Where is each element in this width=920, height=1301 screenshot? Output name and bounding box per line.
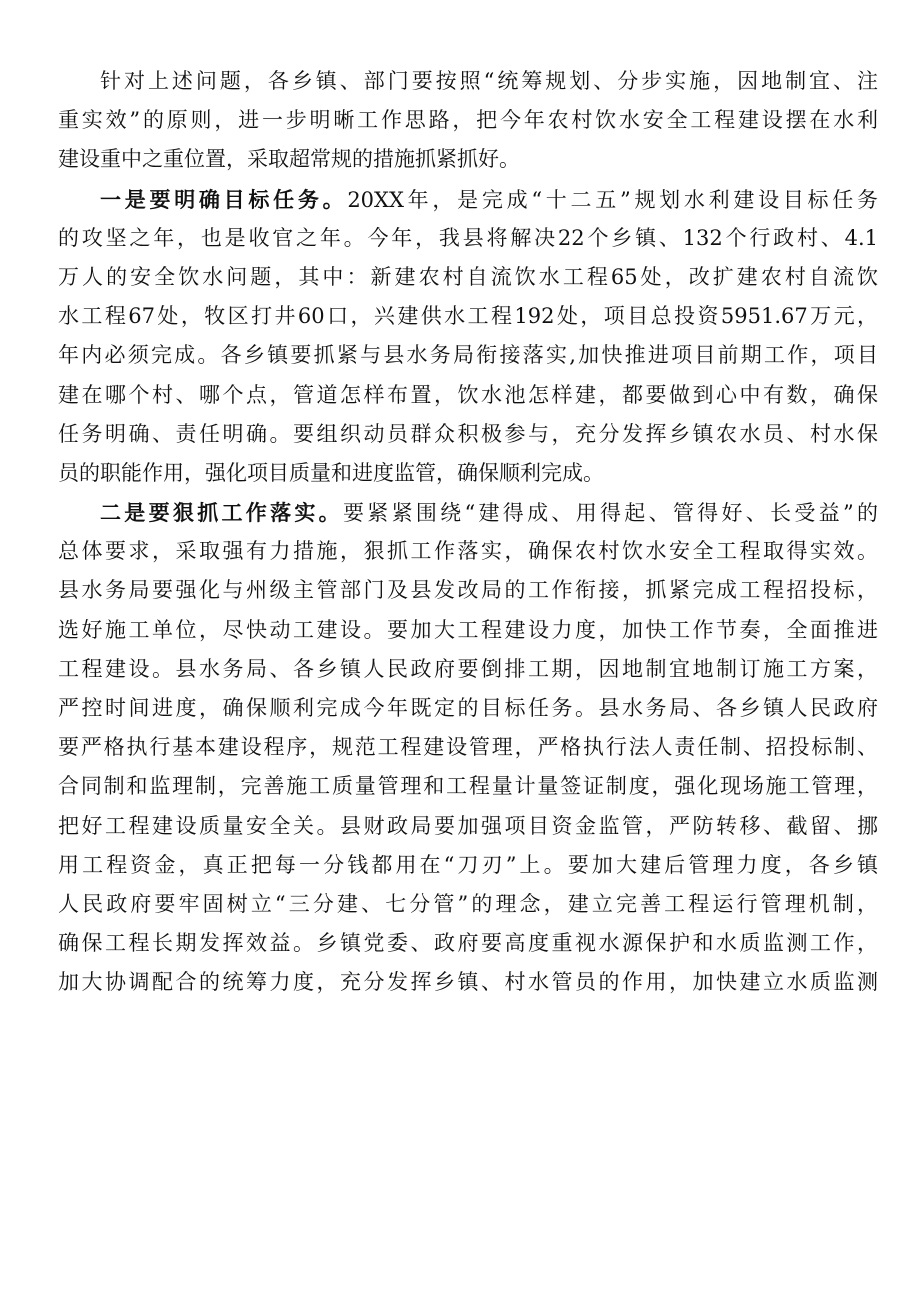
line-text: 总体要求，采取强有力措施，狠抓工作落实，确保农村饮水安全工程取得实效。 bbox=[58, 539, 878, 564]
text-line bbox=[58, 297, 878, 336]
paragraph-implementation bbox=[58, 493, 878, 1002]
text-line bbox=[58, 728, 878, 767]
text-line bbox=[58, 885, 878, 924]
text-line bbox=[58, 454, 878, 493]
text-line bbox=[58, 415, 878, 454]
text-line bbox=[58, 376, 878, 415]
line-text: 确保工程长期发挥效益。乡镇党委、政府要高度重视水源保护和水质监测工作， bbox=[58, 931, 878, 956]
line-text: 把好工程建设质量安全关。县财政局要加强项目资金监管，严防转移、截留、挪 bbox=[58, 813, 878, 838]
text-line bbox=[58, 767, 878, 806]
line-text: 要严格执行基本建设程序，规范工程建设管理，严格执行法人责任制、招投标制、 bbox=[58, 735, 878, 760]
text-line bbox=[58, 258, 878, 297]
text-line bbox=[58, 180, 878, 219]
paragraph-intro bbox=[58, 62, 878, 180]
line-text: 员的职能作用，强化项目质量和进度监管，确保顺利完成。 bbox=[58, 460, 604, 485]
paragraph-lead-heading: 一是要明确目标任务。 bbox=[100, 186, 348, 212]
line-text: 用工程资金，真正把每一分钱都用在“刀刃”上。要加大建后管理力度，各乡镇 bbox=[58, 852, 878, 877]
text-line bbox=[58, 140, 878, 179]
line-text: 的攻坚之年，也是收官之年。今年，我县将解决22个乡镇、132个行政村、4.1 bbox=[58, 225, 878, 250]
text-line bbox=[58, 532, 878, 571]
line-text: 工程建设。县水务局、各乡镇人民政府要倒排工期，因地制宜地制订施工方案， bbox=[58, 656, 878, 681]
text-line bbox=[58, 493, 878, 532]
text-line bbox=[58, 571, 878, 610]
line-text: 建设重中之重位置，采取超常规的措施抓紧抓好。 bbox=[58, 147, 520, 172]
text-line bbox=[58, 807, 878, 846]
line-text: 20XX年，是完成“十二五”规划水利建设目标任务 bbox=[347, 187, 879, 212]
line-text: 选好施工单位，尽快动工建设。要加大工程建设力度，加快工作节奏，全面推进 bbox=[58, 617, 878, 642]
line-text: 针对上述问题，各乡镇、部门要按照“统筹规划、分步实施，因地制宜、注 bbox=[100, 69, 878, 93]
paragraph-lead-heading: 二是要狠抓工作落实。 bbox=[100, 500, 343, 526]
line-text: 年内必须完成。各乡镇要抓紧与县水务局衔接落实,加快推进项目前期工作，项目 bbox=[58, 343, 878, 368]
line-text: 水工程67处，牧区打井60口，兴建供水工程192处，项目总投资5951.67万元， bbox=[58, 304, 878, 329]
document-page bbox=[58, 62, 878, 1003]
text-line bbox=[58, 846, 878, 885]
line-text: 要紧紧围绕“建得成、用得起、管得好、长受益”的 bbox=[342, 501, 878, 526]
text-line bbox=[58, 650, 878, 689]
line-text: 重实效”的原则，进一步明晰工作思路，把今年农村饮水安全工程建设摆在水利 bbox=[58, 108, 878, 133]
line-text: 万人的安全饮水问题，其中：新建农村自流饮水工程65处，改扩建农村自流饮 bbox=[58, 264, 878, 289]
text-line bbox=[58, 611, 878, 650]
text-line bbox=[58, 101, 878, 140]
line-text: 任务明确、责任明确。要组织动员群众积极参与，充分发挥乡镇农水员、村水保 bbox=[58, 421, 878, 446]
paragraph-goal-tasks bbox=[58, 180, 878, 494]
text-line bbox=[58, 62, 878, 101]
text-line bbox=[58, 924, 878, 963]
text-line bbox=[58, 689, 878, 728]
text-line bbox=[58, 219, 878, 258]
text-line bbox=[58, 963, 878, 1002]
line-text: 县水务局要强化与州级主管部门及县发改局的工作衔接，抓紧完成工程招投标， bbox=[58, 578, 878, 603]
line-text: 严控时间进度，确保顺利完成今年既定的目标任务。县水务局、各乡镇人民政府 bbox=[58, 696, 878, 720]
line-text: 人民政府要牢固树立“三分建、七分管”的理念，建立完善工程运行管理机制， bbox=[58, 891, 878, 916]
line-text: 建在哪个村、哪个点，管道怎样布置，饮水池怎样建，都要做到心中有数，确保 bbox=[58, 382, 878, 407]
line-text: 加大协调配合的统筹力度，充分发挥乡镇、村水管员的作用，加快建立水质监测 bbox=[58, 970, 878, 995]
text-line bbox=[58, 336, 878, 375]
line-text: 合同制和监理制，完善施工质量管理和工程量计量签证制度，强化现场施工管理， bbox=[58, 774, 878, 799]
